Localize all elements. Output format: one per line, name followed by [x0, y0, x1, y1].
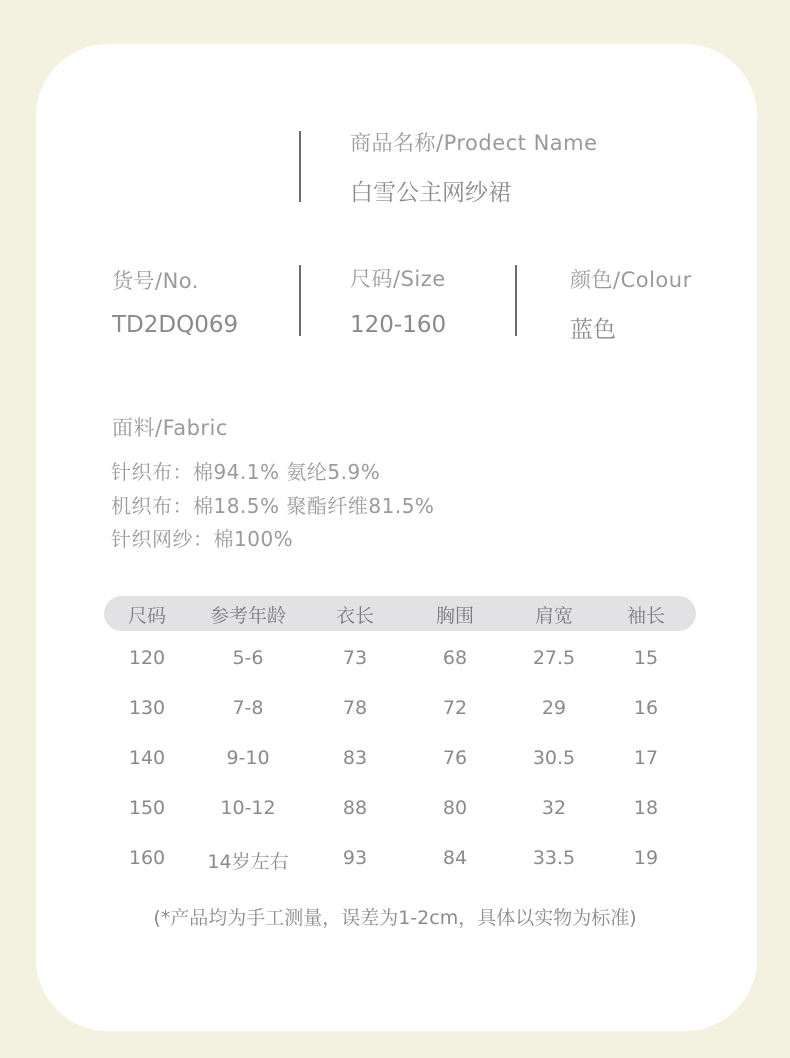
- table-cell-col-size: 140: [128, 747, 166, 769]
- table-header-col-chest: 胸围: [435, 605, 474, 627]
- table-cell-col-shoulder: 33.5: [532, 847, 576, 869]
- table-cell-col-size: 150: [128, 797, 166, 819]
- divider-line: [515, 265, 517, 336]
- product-name-value: 白雪公主网纱裙: [350, 180, 511, 206]
- table-cell-col-age: 14岁左右: [207, 851, 289, 873]
- table-cell-col-age: 7-8: [232, 697, 264, 719]
- table-header-col-length: 衣长: [335, 605, 374, 627]
- table-cell-col-shoulder: 30.5: [532, 747, 576, 769]
- table-cell-col-shoulder: 27.5: [532, 647, 576, 669]
- fabric-line: 针织网纱：棉100%: [111, 527, 294, 551]
- table-header-col-shoulder: 肩宽: [534, 605, 573, 627]
- sku-label: 货号/No.: [112, 269, 199, 293]
- table-cell-col-size: 120: [128, 647, 166, 669]
- table-cell-col-chest: 68: [442, 647, 468, 669]
- table-cell-col-sleeve: 16: [633, 697, 659, 719]
- table-cell-col-length: 73: [342, 647, 368, 669]
- table-cell-col-length: 83: [342, 747, 368, 769]
- table-cell-col-chest: 72: [442, 697, 468, 719]
- color-label: 颜色/Colour: [570, 268, 692, 292]
- fabric-label: 面料/Fabric: [112, 416, 228, 440]
- table-header-col-size: 尺码: [127, 605, 166, 627]
- table-cell-col-chest: 84: [442, 847, 468, 869]
- table-header-col-sleeve: 袖长: [626, 605, 665, 627]
- product-name-label: 商品名称/Prodect Name: [350, 131, 598, 155]
- table-cell-col-shoulder: 32: [541, 797, 567, 819]
- divider-line: [299, 131, 301, 202]
- measurement-note: (*产品均为手工测量，误差为1-2cm，具体以实物为标准): [153, 907, 637, 929]
- table-cell-col-chest: 76: [442, 747, 468, 769]
- color-value: 蓝色: [570, 317, 616, 343]
- fabric-line: 机织布：棉18.5% 聚酯纤维81.5%: [111, 494, 435, 518]
- sku-value: TD2DQ069: [112, 312, 239, 338]
- table-cell-col-size: 130: [128, 697, 166, 719]
- table-cell-col-age: 5-6: [232, 647, 264, 669]
- table-cell-col-age: 10-12: [220, 797, 276, 819]
- table-header-col-age: 参考年龄: [209, 605, 286, 627]
- table-cell-col-length: 93: [342, 847, 368, 869]
- table-cell-col-age: 9-10: [226, 747, 270, 769]
- divider-line: [299, 265, 301, 336]
- table-cell-col-sleeve: 15: [633, 647, 659, 669]
- table-cell-col-size: 160: [128, 847, 166, 869]
- table-cell-col-sleeve: 17: [633, 747, 659, 769]
- table-cell-col-length: 88: [342, 797, 368, 819]
- fabric-line: 针织布：棉94.1% 氨纶5.9%: [111, 460, 381, 484]
- table-cell-col-sleeve: 18: [633, 797, 659, 819]
- table-cell-col-sleeve: 19: [633, 847, 659, 869]
- table-cell-col-shoulder: 29: [541, 697, 567, 719]
- table-cell-col-chest: 80: [442, 797, 468, 819]
- size-label: 尺码/Size: [350, 267, 446, 291]
- size-value: 120-160: [350, 312, 447, 338]
- table-cell-col-length: 78: [342, 697, 368, 719]
